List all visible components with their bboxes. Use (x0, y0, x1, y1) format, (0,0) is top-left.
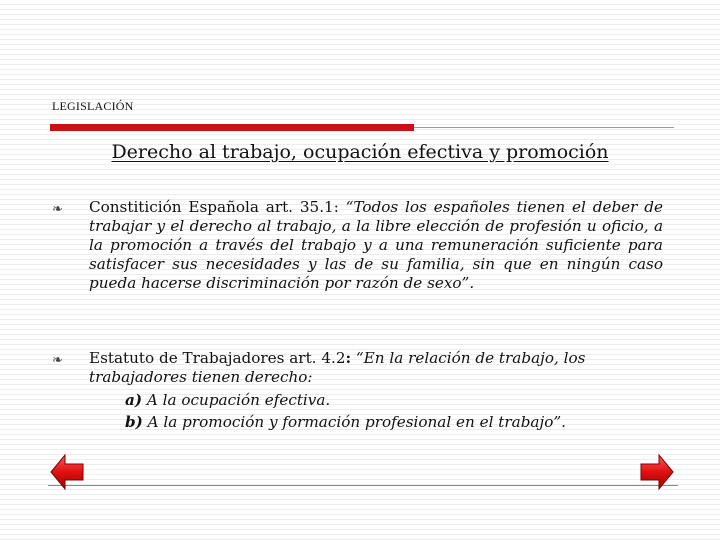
bullet-estatuto (89, 349, 663, 432)
bullet-constitucion (89, 198, 663, 293)
item-label: b) (125, 413, 143, 431)
section-label: LEGISLACIÓN (52, 99, 134, 113)
accent-rule (50, 124, 414, 131)
left-arrow-icon[interactable] (50, 454, 84, 490)
bullet-quote: “Todos los españoles tienen el deber de trabajar y el derecho al trabajo, a la libre elección de profesión u oficio, a la promoción a través del trabajo y a una remuneración suficiente para satisfacer sus necesidades y las de su familia, sin que en ningún caso pueda hacerse discriminación por razón de sexo”. (89, 198, 663, 292)
item-text: A la ocupación efectiva. (142, 391, 331, 409)
list-item (89, 391, 663, 410)
item-text: A la promoción y formación profesional en el trabajo”. (142, 413, 566, 431)
item-label: a) (125, 391, 143, 409)
footer-divider (48, 485, 678, 486)
bullet-lead: Estatuto de Trabajadores art. 4.2 (89, 349, 346, 367)
bullet-quote: “En la relación de trabajo, los trabajadores tienen derecho: (89, 349, 586, 386)
bullet-colon: : (333, 198, 339, 216)
bullet-icon: ❧ (52, 202, 63, 217)
list-item (89, 413, 663, 432)
right-arrow-icon[interactable] (640, 454, 674, 490)
bullet-lead: Constitición Española art. 35.1 (89, 198, 334, 216)
bullet-icon: ❧ (52, 353, 63, 368)
slide-title: Derecho al trabajo, ocupación efectiva y promoción (111, 141, 609, 163)
header-divider (414, 127, 674, 128)
bullet-colon: : (345, 349, 352, 367)
